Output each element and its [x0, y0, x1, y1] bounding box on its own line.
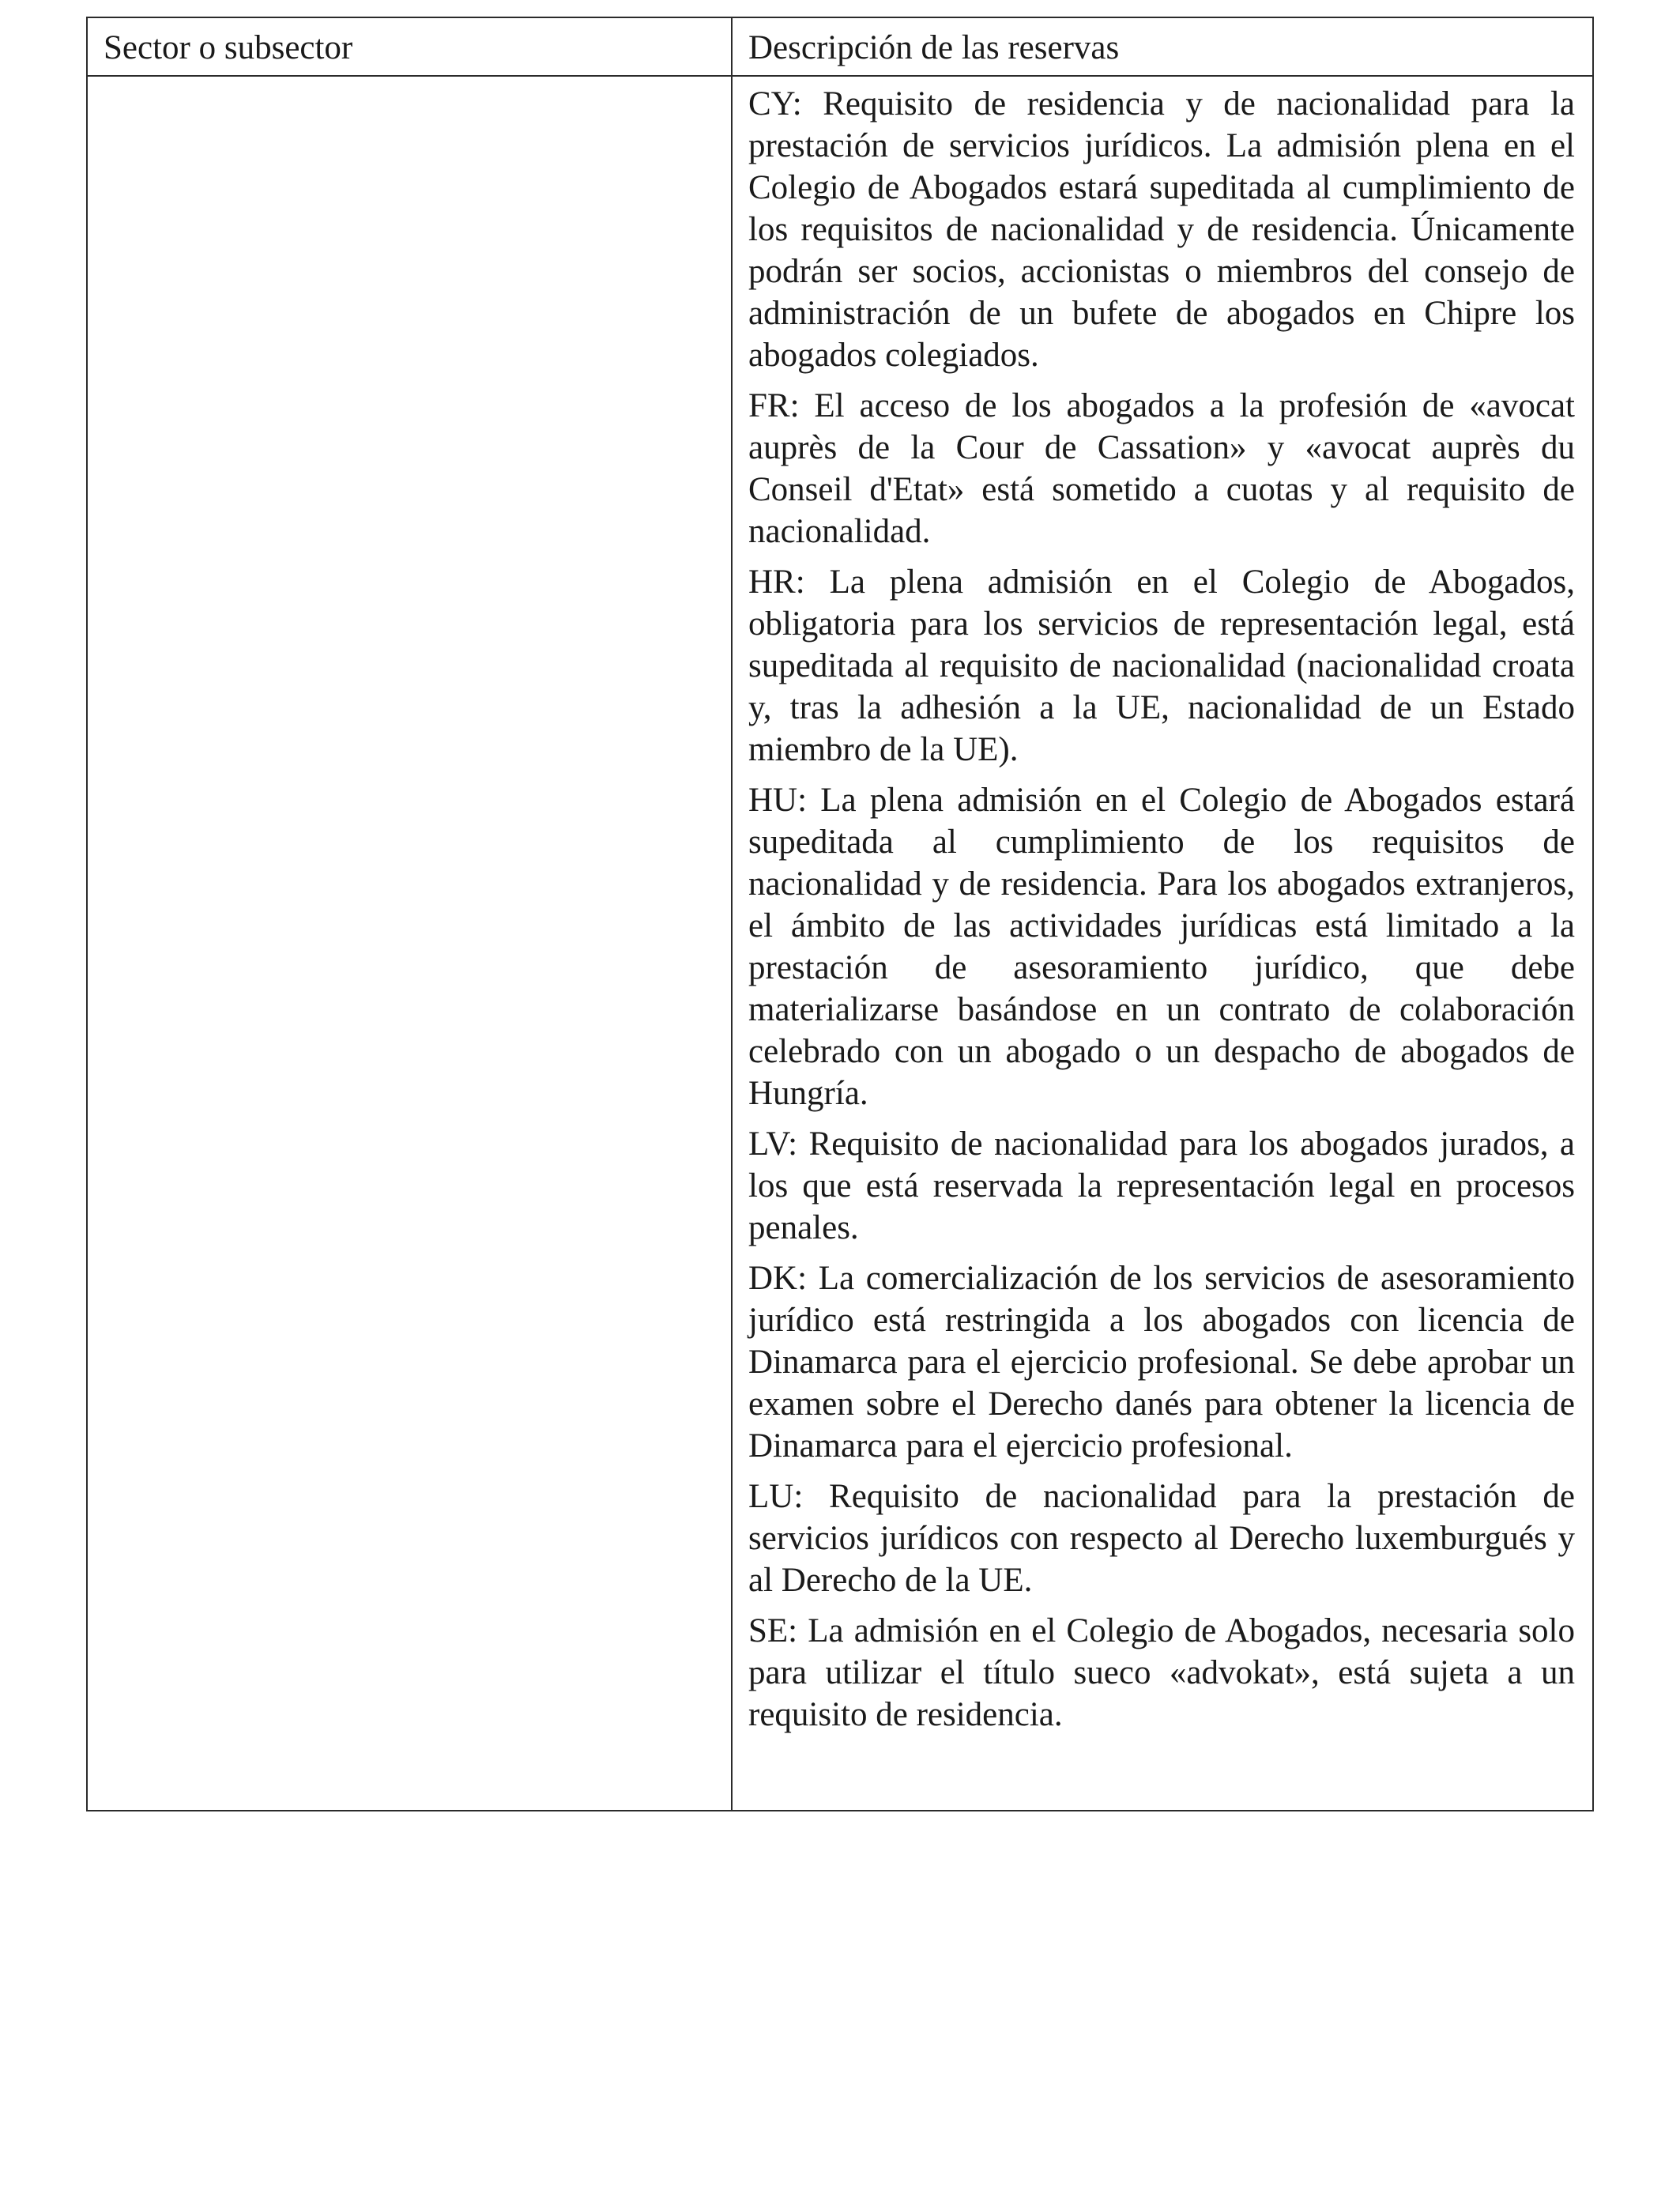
reserva-lv: LV: Requisito de nacionalidad para los abogados jurados, a los que está reservada la representación legal en procesos penales. [748, 1125, 1575, 1246]
reserva-fr: FR: El acceso de los abogados a la profesión de «avocat auprès de la Cour de Cassation» y «avocat auprès du Conseil d'Etat» está sometido a cuotas y al requisito de nacionalidad. [748, 387, 1575, 550]
header-descripcion: Descripción de las reservas [732, 17, 1593, 76]
header-sector: Sector o subsector [87, 17, 732, 76]
reserva-se: SE: La admisión en el Colegio de Abogados, necesaria solo para utilizar el título sueco «advokat», está sujeta a un requisito de residencia. [748, 1612, 1575, 1733]
table-header-row [87, 17, 1593, 76]
table-row [87, 76, 1593, 1811]
reserva-lu: LU: Requisito de nacionalidad para la prestación de servicios jurídicos con respecto al Derecho luxemburgués y al Derecho de la UE. [748, 1478, 1575, 1599]
reserva-cy: CY: Requisito de residencia y de nacionalidad para la prestación de servicios jurídicos. La admisión plena en el Colegio de Abogados estará supeditada al cumplimiento de los requisitos de nacionalidad y de residencia. Únicamente podrán ser socios, accionistas o miembros del consejo de administración de un bufete de abogados en Chipre los abogados colegiados. [748, 85, 1575, 374]
reserva-hu: HU: La plena admisión en el Colegio de Abogados estará supeditada al cumplimiento de los requisitos de nacionalidad y de residencia. Para los abogados extranjeros, el ámbito de las actividades jurídicas está limitado a la prestación de asesoramiento jurídico, que debe materializarse basándose en un contrato de colaboración celebrado con un abogado o un despacho de abogados de Hungría. [748, 782, 1575, 1112]
cell-sector [87, 76, 732, 1811]
reservations-table [86, 17, 1594, 1811]
reserva-hr: HR: La plena admisión en el Colegio de Abogados, obligatoria para los servicios de representación legal, está supeditada al requisito de nacionalidad (nacionalidad croata y, tras la adhesión a la UE, nacionalidad de un Estado miembro de la UE). [748, 564, 1575, 768]
cell-descripcion [732, 76, 1593, 1811]
reserva-dk: DK: La comercialización de los servicios de asesoramiento jurídico está restringida a los abogados con licencia de Dinamarca para el ejercicio profesional. Se debe aprobar un examen sobre el Derecho danés para obtener la licencia de Dinamarca para el ejercicio profesional. [748, 1260, 1575, 1465]
